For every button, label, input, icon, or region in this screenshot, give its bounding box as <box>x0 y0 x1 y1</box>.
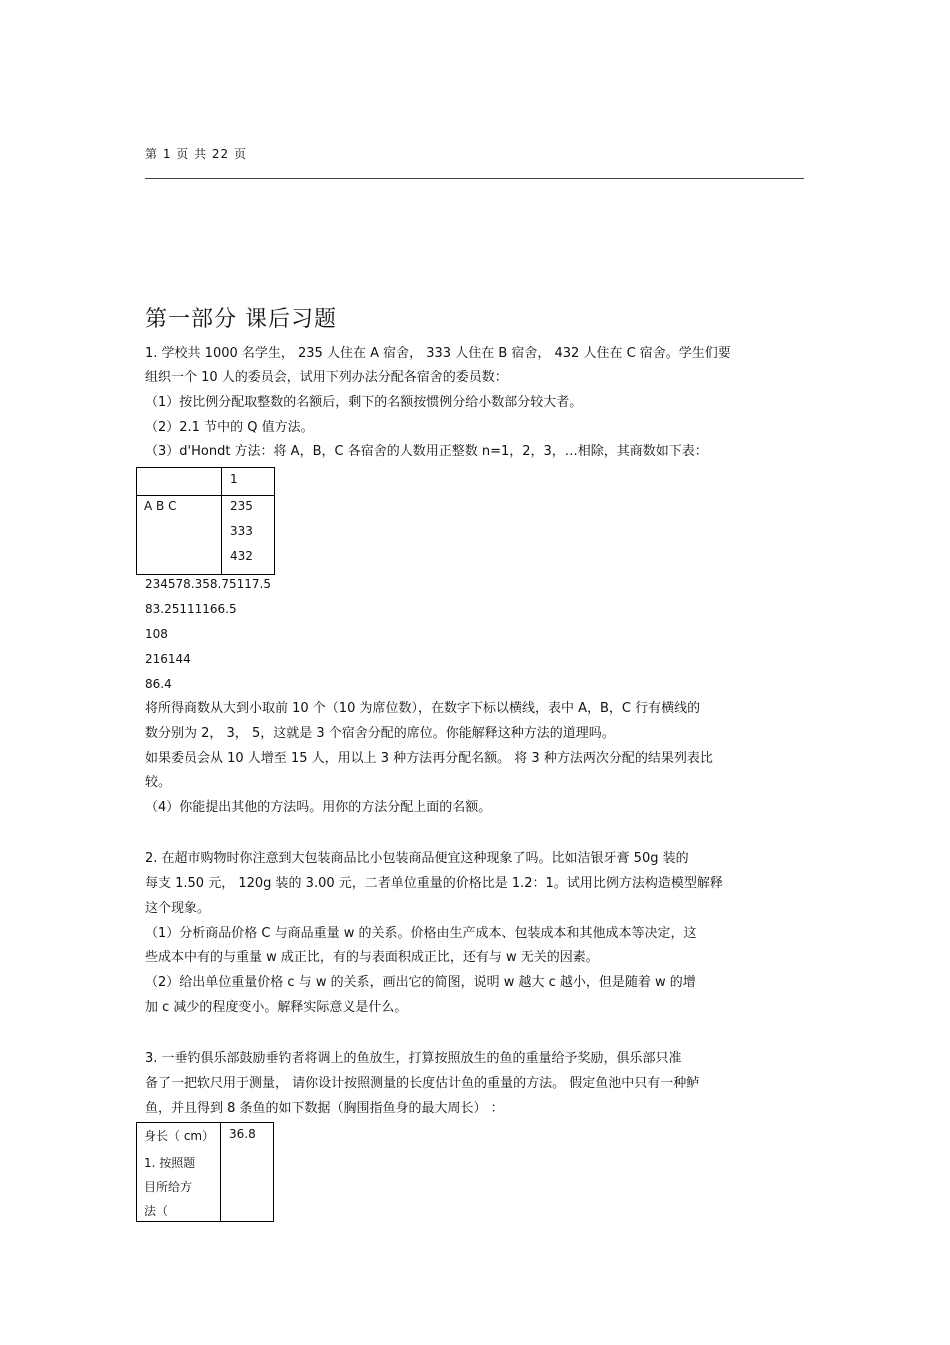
q1-line3: （1）按比例分配取整数的名额后，剩下的名额按惯例分给小数部分较大者。 <box>145 395 583 410</box>
table-cell: 333 <box>230 524 253 538</box>
table-note-line: 1. 按照题 <box>144 1156 196 1170</box>
table-value-cell: 36.8 <box>229 1127 256 1141</box>
q3-line2: 备了一把软尺用于测量， 请你设计按照测量的长度估计鱼的重量的方法。 假定鱼池中只有一种鲈 <box>145 1076 700 1091</box>
table-cell: 432 <box>230 549 253 563</box>
q1b-line5: （4）你能提出其他的方法吗。用你的方法分配上面的名额。 <box>145 800 492 815</box>
q1b-line2: 数分别为 2， 3， 5，这就是 3 个宿舍分配的席位。你能解释这种方法的道理吗。 <box>145 726 615 741</box>
number-line: 108 <box>145 627 168 641</box>
table-divider <box>220 1123 221 1221</box>
q2-line4: （1）分析商品价格 C 与商品重量 w 的关系。价格由生产成本、包装成本和其他成本等决定，这 <box>145 926 697 941</box>
section-title: 第一部分 课后习题 <box>145 307 337 332</box>
number-line: 83.25111166.5 <box>145 602 237 616</box>
table-row-label: A B C <box>144 499 177 513</box>
q1-line5: （3）d'Hondt 方法：将 A，B，C 各宿舍的人数用正整数 n=1，2，3，…相除，其商数如下表： <box>145 444 708 459</box>
q2-line7: 加 c 减少的程度变小。解释实际意义是什么。 <box>145 1000 408 1015</box>
table-divider <box>137 495 274 496</box>
table-label-cell: 身长（ cm） <box>144 1129 215 1143</box>
q1-line4: （2）2.1 节中的 Q 值方法。 <box>145 420 314 435</box>
number-line: 234578.358.75117.5 <box>145 577 271 591</box>
table-header-cell: 1 <box>230 472 238 486</box>
q3-line3: 鱼，并且得到 8 条鱼的如下数据（胸围指鱼身的最大周长） ： <box>145 1101 504 1116</box>
q2-line6: （2）给出单位重量价格 c 与 w 的关系，画出它的简图，说明 w 越大 c 越小，但是随着 w 的增 <box>145 975 696 990</box>
q2-line3: 这个现象。 <box>145 901 211 916</box>
number-line: 86.4 <box>145 677 172 691</box>
q1b-line3: 如果委员会从 10 人增至 15 人，用以上 3 种方法再分配名额。 将 3 种方法两次分配的结果列表比 <box>145 751 713 766</box>
quotient-table <box>136 467 275 575</box>
q1b-line4: 较。 <box>145 775 172 790</box>
table-divider <box>221 468 222 574</box>
q1-line2: 组织一个 10 人的委员会，试用下列办法分配各宿舍的委员数： <box>145 370 508 385</box>
table-cell: 235 <box>230 499 253 513</box>
q1-line1: 1. 学校共 1000 名学生， 235 人住在 A 宿舍， 333 人住在 B 宿舍， 432 人住在 C 宿舍。学生们要 <box>145 346 731 361</box>
q1b-line1: 将所得商数从大到小取前 10 个（10 为席位数），在数字下标以横线，表中 A，B，C 行有横线的 <box>145 701 701 716</box>
q2-line2: 每支 1.50 元， 120g 装的 3.00 元，二者单位重量的价格比是 1.2：1。试用比例方法构造模型解释 <box>145 876 723 891</box>
q2-line1: 2. 在超市购物时你注意到大包装商品比小包装商品便宜这种现象了吗。比如洁银牙膏 50g 装的 <box>145 851 689 866</box>
q3-line1: 3. 一垂钓俱乐部鼓励垂钓者将调上的鱼放生，打算按照放生的鱼的重量给予奖励，俱乐部只准 <box>145 1051 682 1066</box>
number-line: 216144 <box>145 652 191 666</box>
table-note-line: 法（ <box>144 1204 169 1218</box>
page-header: 第 1 页 共 22 页 <box>145 147 247 161</box>
q2-line5: 些成本中有的与重量 w 成正比，有的与表面积成正比，还有与 w 无关的因素。 <box>145 950 599 965</box>
header-divider <box>145 178 804 179</box>
fish-data-table <box>136 1122 274 1222</box>
table-note-line: 目所给方 <box>144 1180 193 1194</box>
